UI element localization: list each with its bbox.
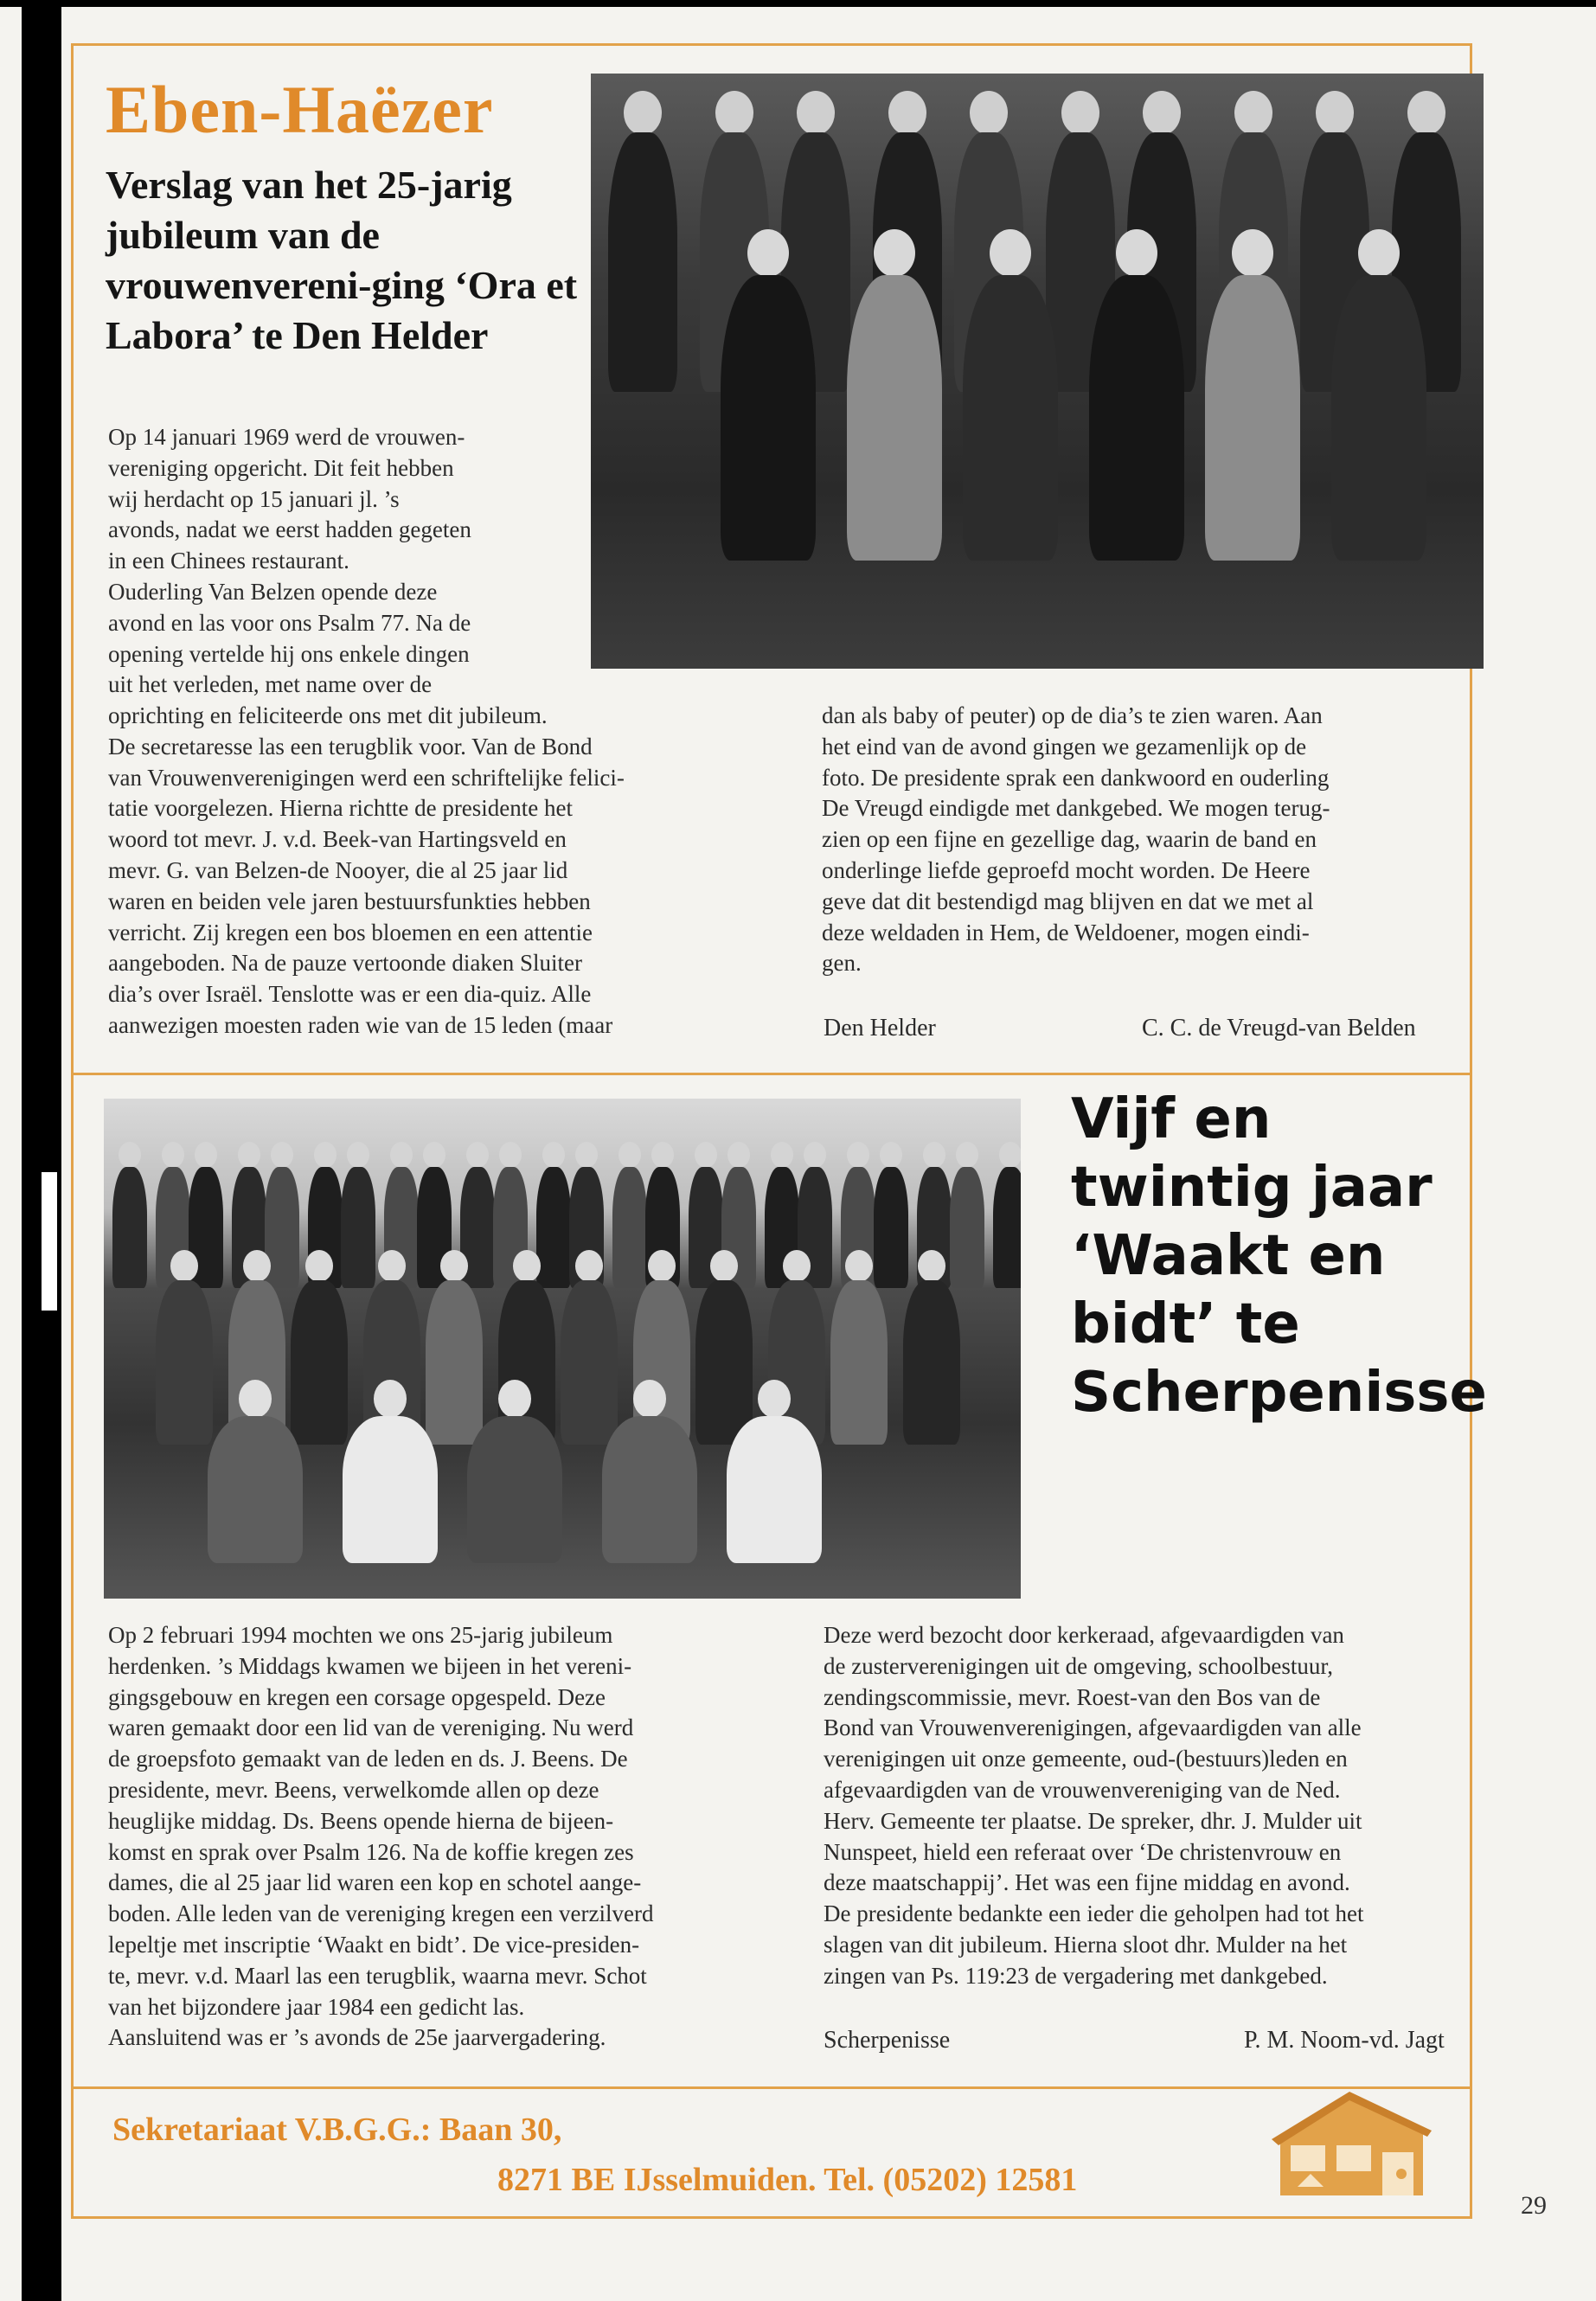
article1-text-line: dia’s over Israël. Tenslotte was er een dia-quiz. Alle — [108, 981, 592, 1008]
article1-text-line: geve dat dit bestendigd mag blijven en dat we met al — [822, 888, 1314, 914]
article1-text-line: het eind van de avond gingen we gezamenlijk op de — [822, 733, 1307, 760]
article2-place: Scherpenisse — [824, 2027, 951, 2054]
article2-text-line: Op 2 februari 1994 mochten we ons 25-jarig jubileum — [108, 1622, 613, 1648]
article2-text-line: boden. Alle leden van de vereniging kregen een verzilverd — [108, 1900, 654, 1927]
article2-text-line: gingsgebouw en kregen een corsage opgespeld. Deze — [108, 1683, 606, 1710]
footer-address: 8271 BE IJsselmuiden. Tel. (05202) 12581 — [497, 2162, 1078, 2198]
article2-text-line: Nunspeet, hield een referaat over ‘De christenvrouw en — [824, 1838, 1342, 1865]
article1-text-line: van Vrouwenverenigingen werd een schriftelijke felici- — [108, 764, 625, 791]
article1-text-line: avond en las voor ons Psalm 77. Na de — [108, 609, 471, 636]
house-logo-icon — [1263, 2083, 1440, 2204]
scan-edge-top — [0, 0, 1596, 7]
page-number: 29 — [1521, 2191, 1547, 2220]
masthead-title: Eben-Haëzer — [106, 72, 494, 147]
article2-text-left — [108, 1620, 792, 2054]
article2-author: P. M. Noom-vd. Jagt — [1244, 2027, 1445, 2054]
article1-text-line: De secretaresse las een terugblik voor. Van de Bond — [108, 733, 593, 760]
article1-text-line: onderlinge liefde geproefd mocht worden. De Heere — [822, 856, 1311, 883]
article2-text-line: waren gemaakt door een lid van de vereniging. Nu werd — [108, 1715, 634, 1741]
article1-text-line: aangeboden. Na de pauze vertoonde diaken Sluiter — [108, 950, 583, 977]
article1-text-line: wij herdacht op 15 januari jl. ’s — [108, 485, 400, 512]
article2-text-line: Aansluitend was er ’s avonds de 25e jaarvergadering. — [108, 2024, 606, 2051]
article1-text-line: Op 14 januari 1969 werd de vrouwen- — [108, 424, 465, 450]
article2-text-line: komst en sprak over Psalm 126. Na de koffie kregen zes — [108, 1838, 634, 1865]
article2-photo — [104, 1099, 1021, 1599]
article1-text-line: avonds, nadat we eerst hadden gegeten — [108, 516, 471, 543]
article1-text-line: De Vreugd eindigde met dankgebed. We mogen terug- — [822, 795, 1330, 822]
article2-text-line: dames, die al 25 jaar lid waren een kop en schotel aange- — [108, 1869, 642, 1896]
article-divider — [71, 1073, 1472, 1075]
article1-text-line: verricht. Zij kregen een bos bloemen en een attentie — [108, 919, 593, 945]
article1-text-line: vereniging opgericht. Dit feit hebben — [108, 454, 454, 481]
article1-photo — [591, 74, 1484, 669]
article1-text-line: dan als baby of peuter) op de dia’s te zien waren. Aan — [822, 702, 1323, 728]
article1-text-line: aanwezigen moesten raden wie van de 15 leden (maar — [108, 1011, 613, 1038]
article1-author: C. C. de Vreugd-van Belden — [1142, 1015, 1416, 1042]
article2-text-line: heuglijke middag. Ds. Beens opende hierna de bijeen- — [108, 1807, 614, 1834]
article1-text-left-bottom — [108, 701, 800, 1042]
article1-text-line: foto. De presidente sprak een dankwoord en ouderling — [822, 764, 1330, 791]
article1-text-line: waren en beiden vele jaren bestuursfunkties hebben — [108, 888, 591, 914]
article2-text-line: lepeltje met inscriptie ‘Waakt en bidt’. De vice-presiden- — [108, 1931, 640, 1958]
article2-text-line: Deze werd bezocht door kerkeraad, afgevaardigden van — [824, 1622, 1344, 1648]
article1-text-line: mevr. G. van Belzen-de Nooyer, die al 25 jaar lid — [108, 856, 568, 883]
article2-text-line: Bond van Vrouwenverenigingen, afgevaardigden van alle — [824, 1715, 1362, 1741]
article2-text-line: te, mevr. v.d. Maarl las een terugblik, waarna mevr. Schot — [108, 1962, 647, 1989]
article2-text-line: verenigingen uit onze gemeente, oud-(bestuurs)leden en — [824, 1746, 1348, 1772]
article1-text-line: tatie voorgelezen. Hierna richtte de presidente het — [108, 795, 574, 822]
article1-text-line: oprichting en feliciteerde ons met dit jubileum. — [108, 702, 548, 728]
article2-text-line: herdenken. ’s Middags kwamen we bijeen in het vereni- — [108, 1652, 632, 1679]
footer-secretariat-label: Sekretariaat V.B.G.G.: Baan 30, — [112, 2112, 562, 2148]
article2-text-line: van het bijzondere jaar 1984 een gedicht las. — [108, 1993, 525, 2020]
article2-text-line: presidente, mevr. Beens, verwelkomde allen op deze — [108, 1776, 599, 1803]
article2-text-line: zendingscommissie, mevr. Roest-van den Bos van de — [824, 1683, 1321, 1710]
article1-text-left-top — [108, 422, 580, 701]
article1-text-line: in een Chinees restaurant. — [108, 548, 349, 574]
article2-text-line: deze maatschappij’. Het was een fijne middag en avond. — [824, 1869, 1350, 1896]
article1-text-line: Ouderling Van Belzen opende deze — [108, 578, 438, 605]
article1-text-right — [822, 701, 1479, 979]
article2-text-line: de groepsfoto gemaakt van de leden en ds. J. Beens. De — [108, 1746, 628, 1772]
footer-divider — [71, 2086, 1472, 2089]
article2-text-line: Herv. Gemeente ter plaatse. De spreker, dhr. J. Mulder uit — [824, 1807, 1362, 1834]
article2-text-right — [824, 1620, 1481, 1992]
article1-text-line: gen. — [822, 950, 862, 977]
article1-text-line: deze weldaden in Hem, de Weldoener, mogen eindi- — [822, 919, 1310, 945]
article1-text-line: opening vertelde hij ons enkele dingen — [108, 640, 470, 667]
article2-text-line: de zusterverenigingen uit de omgeving, schoolbestuur, — [824, 1652, 1334, 1679]
article1-title: Verslag van het 25-jarig jubileum van de vrouwenvereni-ging ‘Ora et Labora’ te Den Helder — [106, 163, 578, 357]
article1-text-line: woord tot mevr. J. v.d. Beek-van Hartingsveld en — [108, 826, 567, 853]
article1-text-line: uit het verleden, met name over de — [108, 671, 433, 698]
article1-text-line: zien op een fijne en gezellige dag, waarin de band en — [822, 826, 1317, 853]
article2-text-line: zingen van Ps. 119:23 de vergadering met dankgebed. — [824, 1962, 1328, 1989]
scan-edge-left — [22, 0, 61, 2301]
scan-edge-notch — [42, 1172, 57, 1311]
article2-text-line: De presidente bedankte een ieder die geholpen had tot het — [824, 1900, 1364, 1927]
article1-place: Den Helder — [824, 1015, 936, 1042]
article2-text-line: slagen van dit jubileum. Hierna sloot dhr. Mulder na het — [824, 1931, 1348, 1958]
article2-text-line: afgevaardigden van de vrouwenvereniging van de Ned. — [824, 1776, 1341, 1803]
article2-title: Vijf en twintig jaar ‘Waakt en bidt’ te Scherpenisse — [1071, 1087, 1487, 1425]
